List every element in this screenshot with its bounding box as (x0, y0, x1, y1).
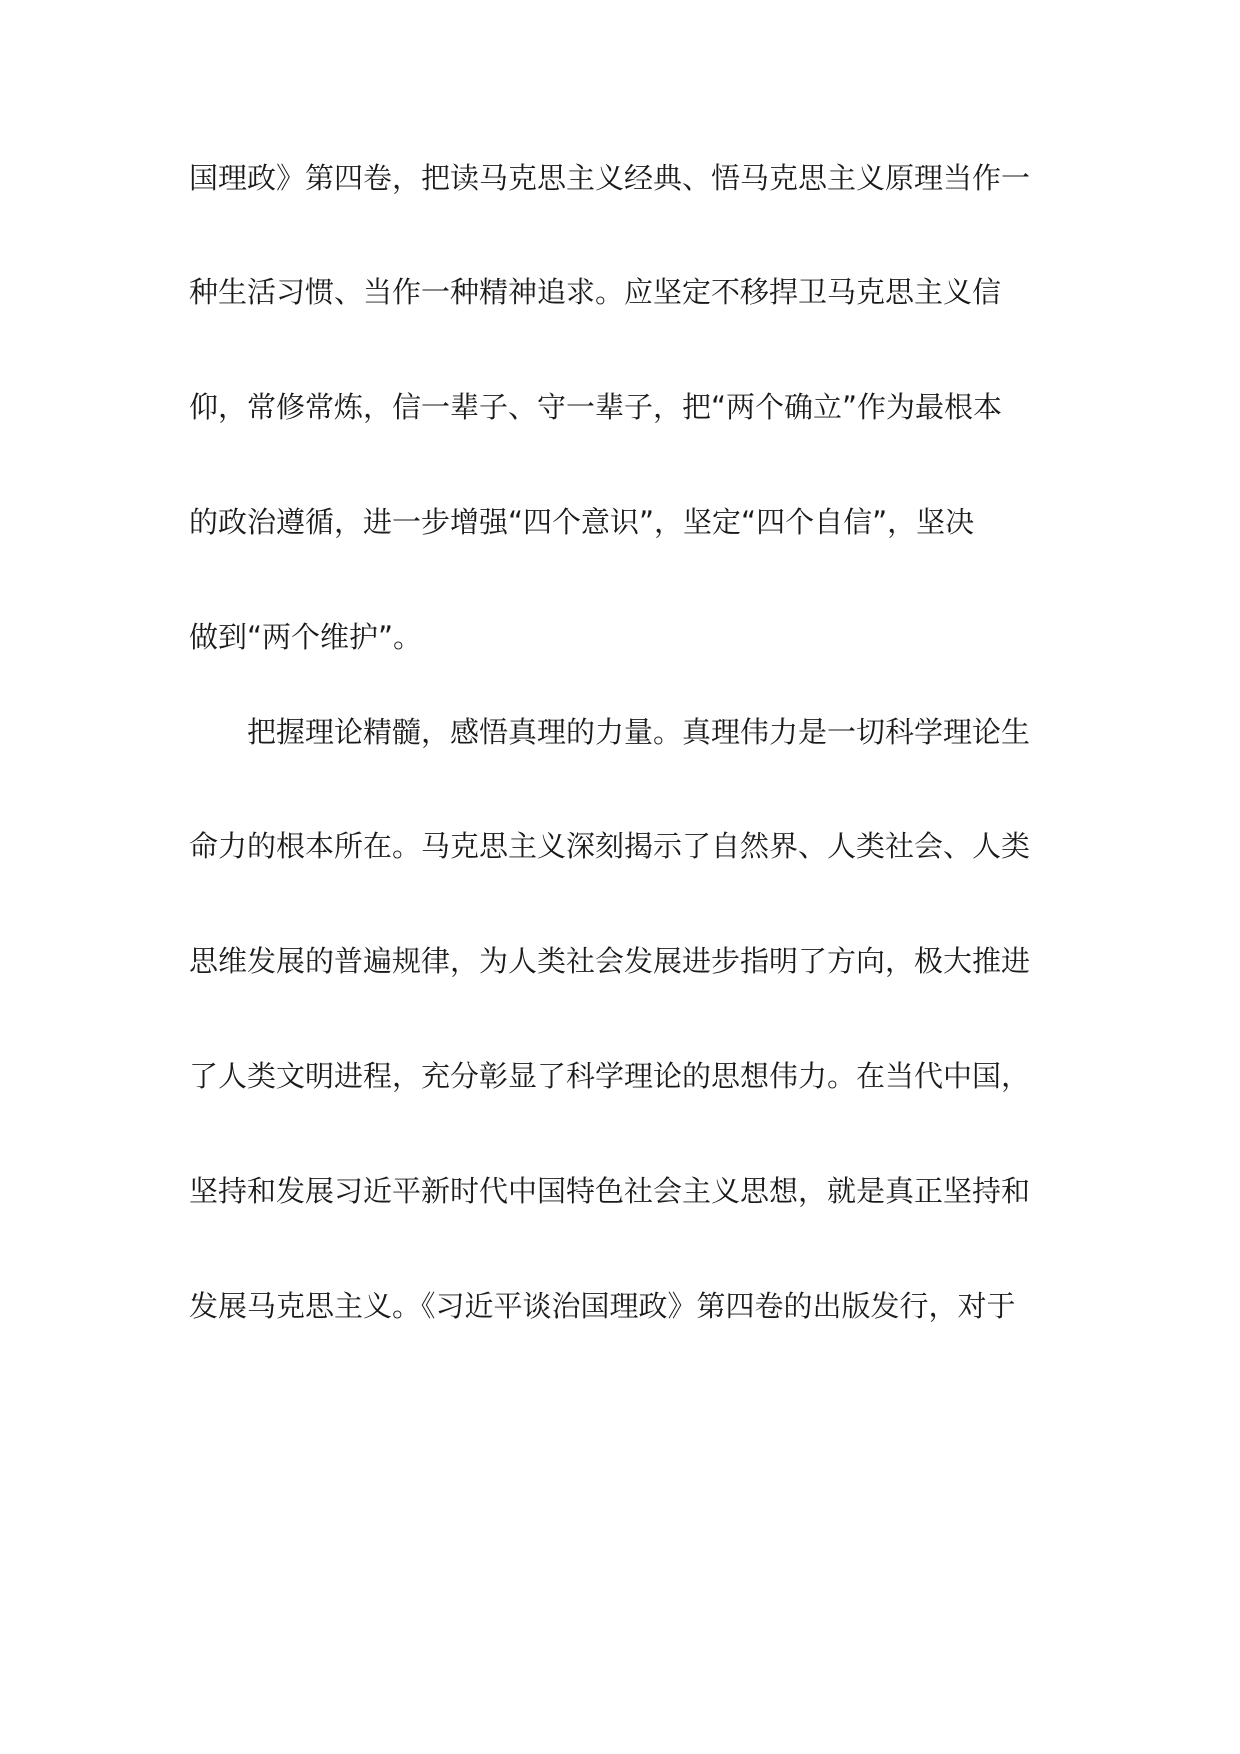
paragraph-line-2: 种生活习惯、当作一种精神追求。应坚定不移捍卫马克思主义信 (189, 275, 1002, 309)
paragraph2-line-5: 坚持和发展习近平新时代中国特色社会主义思想，就是真正坚持和 (189, 1174, 1031, 1208)
paragraph2-line-6: 发展马克思主义。《习近平谈治国理政》第四卷的出版发行，对于 (189, 1289, 1016, 1323)
paragraph-line-4: 的政治遵循，进一步增强“四个意识”，坚定“四个自信”，坚决 (189, 505, 975, 539)
paragraph-line-5: 做到“两个维护”。 (189, 620, 423, 654)
paragraph2-line-3: 思维发展的普遍规律，为人类社会发展进步指明了方向，极大推进 (189, 944, 1031, 978)
paragraph-line-1: 国理政》第四卷，把读马克思主义经典、悟马克思主义原理当作一 (189, 161, 1031, 195)
paragraph2-line-4: 了人类文明进程，充分彰显了科学理论的思想伟力。在当代中国， (189, 1059, 1031, 1093)
paragraph2-line-2: 命力的根本所在。马克思主义深刻揭示了自然界、人类社会、人类 (189, 829, 1031, 863)
paragraph2-line-1: 把握理论精髓，感悟真理的力量。真理伟力是一切科学理论生 (247, 715, 1031, 749)
paragraph-line-3: 仰，常修常炼，信一辈子、守一辈子，把“两个确立”作为最根本 (189, 390, 1003, 424)
